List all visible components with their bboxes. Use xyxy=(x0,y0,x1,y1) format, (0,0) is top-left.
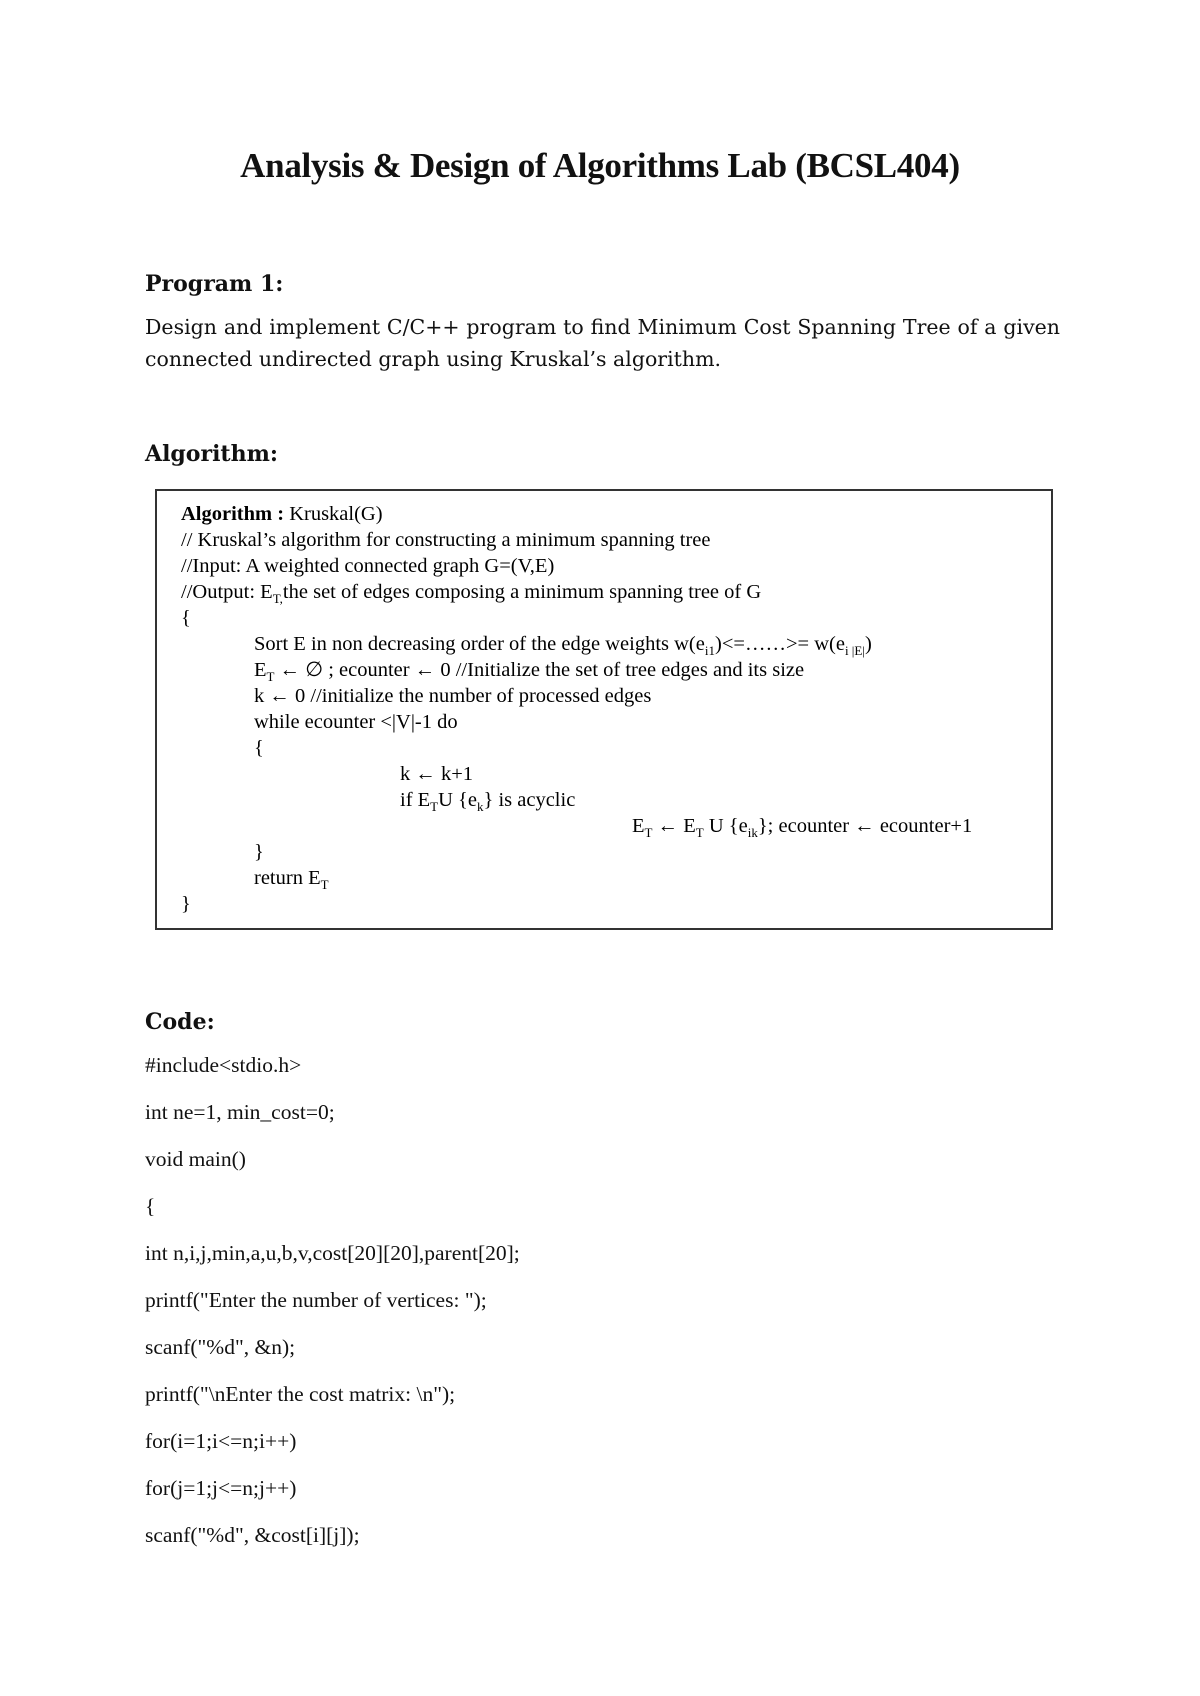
assign-subscript-2: T xyxy=(695,825,704,841)
algorithm-assign-line xyxy=(632,813,972,846)
assign-text-b: ← E xyxy=(652,815,696,837)
algorithm-comment-input: //Input: A weighted connected graph G=(V,E) xyxy=(181,555,555,577)
code-line: { xyxy=(145,1194,156,1218)
algorithm-header-label: Algorithm : xyxy=(181,503,285,525)
if-subscript-1: T xyxy=(430,799,439,815)
algorithm-comment-output xyxy=(181,579,761,612)
code-line: scanf("%d", &n); xyxy=(145,1335,296,1359)
code-line: for(j=1;j<=n;j++) xyxy=(145,1476,297,1500)
return-subscript: T xyxy=(320,877,329,893)
page-title: Analysis & Design of Algorithms Lab (BCSL404) xyxy=(240,146,960,185)
algorithm-header xyxy=(181,501,383,527)
code-line: printf("Enter the number of vertices: "); xyxy=(145,1288,487,1312)
code-line: int ne=1, min_cost=0; xyxy=(145,1100,335,1124)
algorithm-figure xyxy=(155,489,1053,930)
if-subscript-2: k xyxy=(477,799,484,815)
algorithm-k-increment: k ← k+1 xyxy=(400,763,474,785)
output-text-b: the set of edges composing a minimum spanning tree of G xyxy=(282,581,762,603)
program-description: Design and implement C/C++ program to find Minimum Cost Spanning Tree of a given connected undirected graph using Kruskal’s algorithm. xyxy=(145,315,1060,371)
assign-subscript-3: ik xyxy=(747,825,758,841)
if-text-a: if E xyxy=(400,789,431,811)
code-heading: Code: xyxy=(145,1009,215,1035)
algorithm-heading: Algorithm: xyxy=(145,441,278,467)
algorithm-open-brace: { xyxy=(181,607,191,629)
algorithm-while-line: while ecounter <|V|-1 do xyxy=(254,711,458,733)
output-text-a: //Output: E xyxy=(181,581,273,603)
algorithm-header-name: Kruskal(G) xyxy=(289,503,383,525)
init-text-a: E xyxy=(254,659,267,681)
assign-text-d: }; ecounter ← ecounter+1 xyxy=(757,815,973,837)
sort-text-a: Sort E in non decreasing order of the edge weights w(e xyxy=(254,633,705,655)
algorithm-if-line xyxy=(400,787,575,820)
if-text-c: } is acyclic xyxy=(483,789,576,811)
algorithm-comment-purpose: // Kruskal’s algorithm for constructing a minimum spanning tree xyxy=(181,529,711,551)
code-line: int n,i,j,min,a,u,b,v,cost[20][20],parent[20]; xyxy=(145,1241,520,1265)
assign-text-c: U {e xyxy=(703,815,748,837)
if-text-b: U {e xyxy=(438,789,477,811)
init-text-b: ← ∅ ; ecounter ← 0 //Initialize the set of tree edges and its size xyxy=(274,659,805,681)
sort-text-c: ) xyxy=(864,633,872,655)
assign-subscript-1: T xyxy=(644,825,653,841)
sort-subscript-2: i |E| xyxy=(844,643,865,659)
assign-text-a: E xyxy=(632,815,645,837)
algorithm-return-line xyxy=(254,865,329,898)
code-line: for(i=1;i<=n;i++) xyxy=(145,1429,297,1453)
algorithm-k-init: k ← 0 //initialize the number of processed edges xyxy=(254,685,652,707)
output-subscript: T, xyxy=(272,591,283,607)
code-line: #include<stdio.h> xyxy=(145,1053,302,1077)
algorithm-close-brace: } xyxy=(181,893,191,915)
init-subscript: T xyxy=(266,669,275,685)
code-line: printf("\nEnter the cost matrix: \n"); xyxy=(145,1382,456,1406)
program-heading: Program 1: xyxy=(145,271,284,297)
code-line: scanf("%d", &cost[i][j]); xyxy=(145,1523,360,1547)
return-text: return E xyxy=(254,867,321,889)
sort-subscript-1: i1 xyxy=(704,643,715,659)
algorithm-inner-close: } xyxy=(254,841,264,863)
algorithm-inner-open: { xyxy=(254,737,264,759)
code-line: void main() xyxy=(145,1147,246,1171)
sort-text-b: )<=……>= w(e xyxy=(715,633,845,655)
